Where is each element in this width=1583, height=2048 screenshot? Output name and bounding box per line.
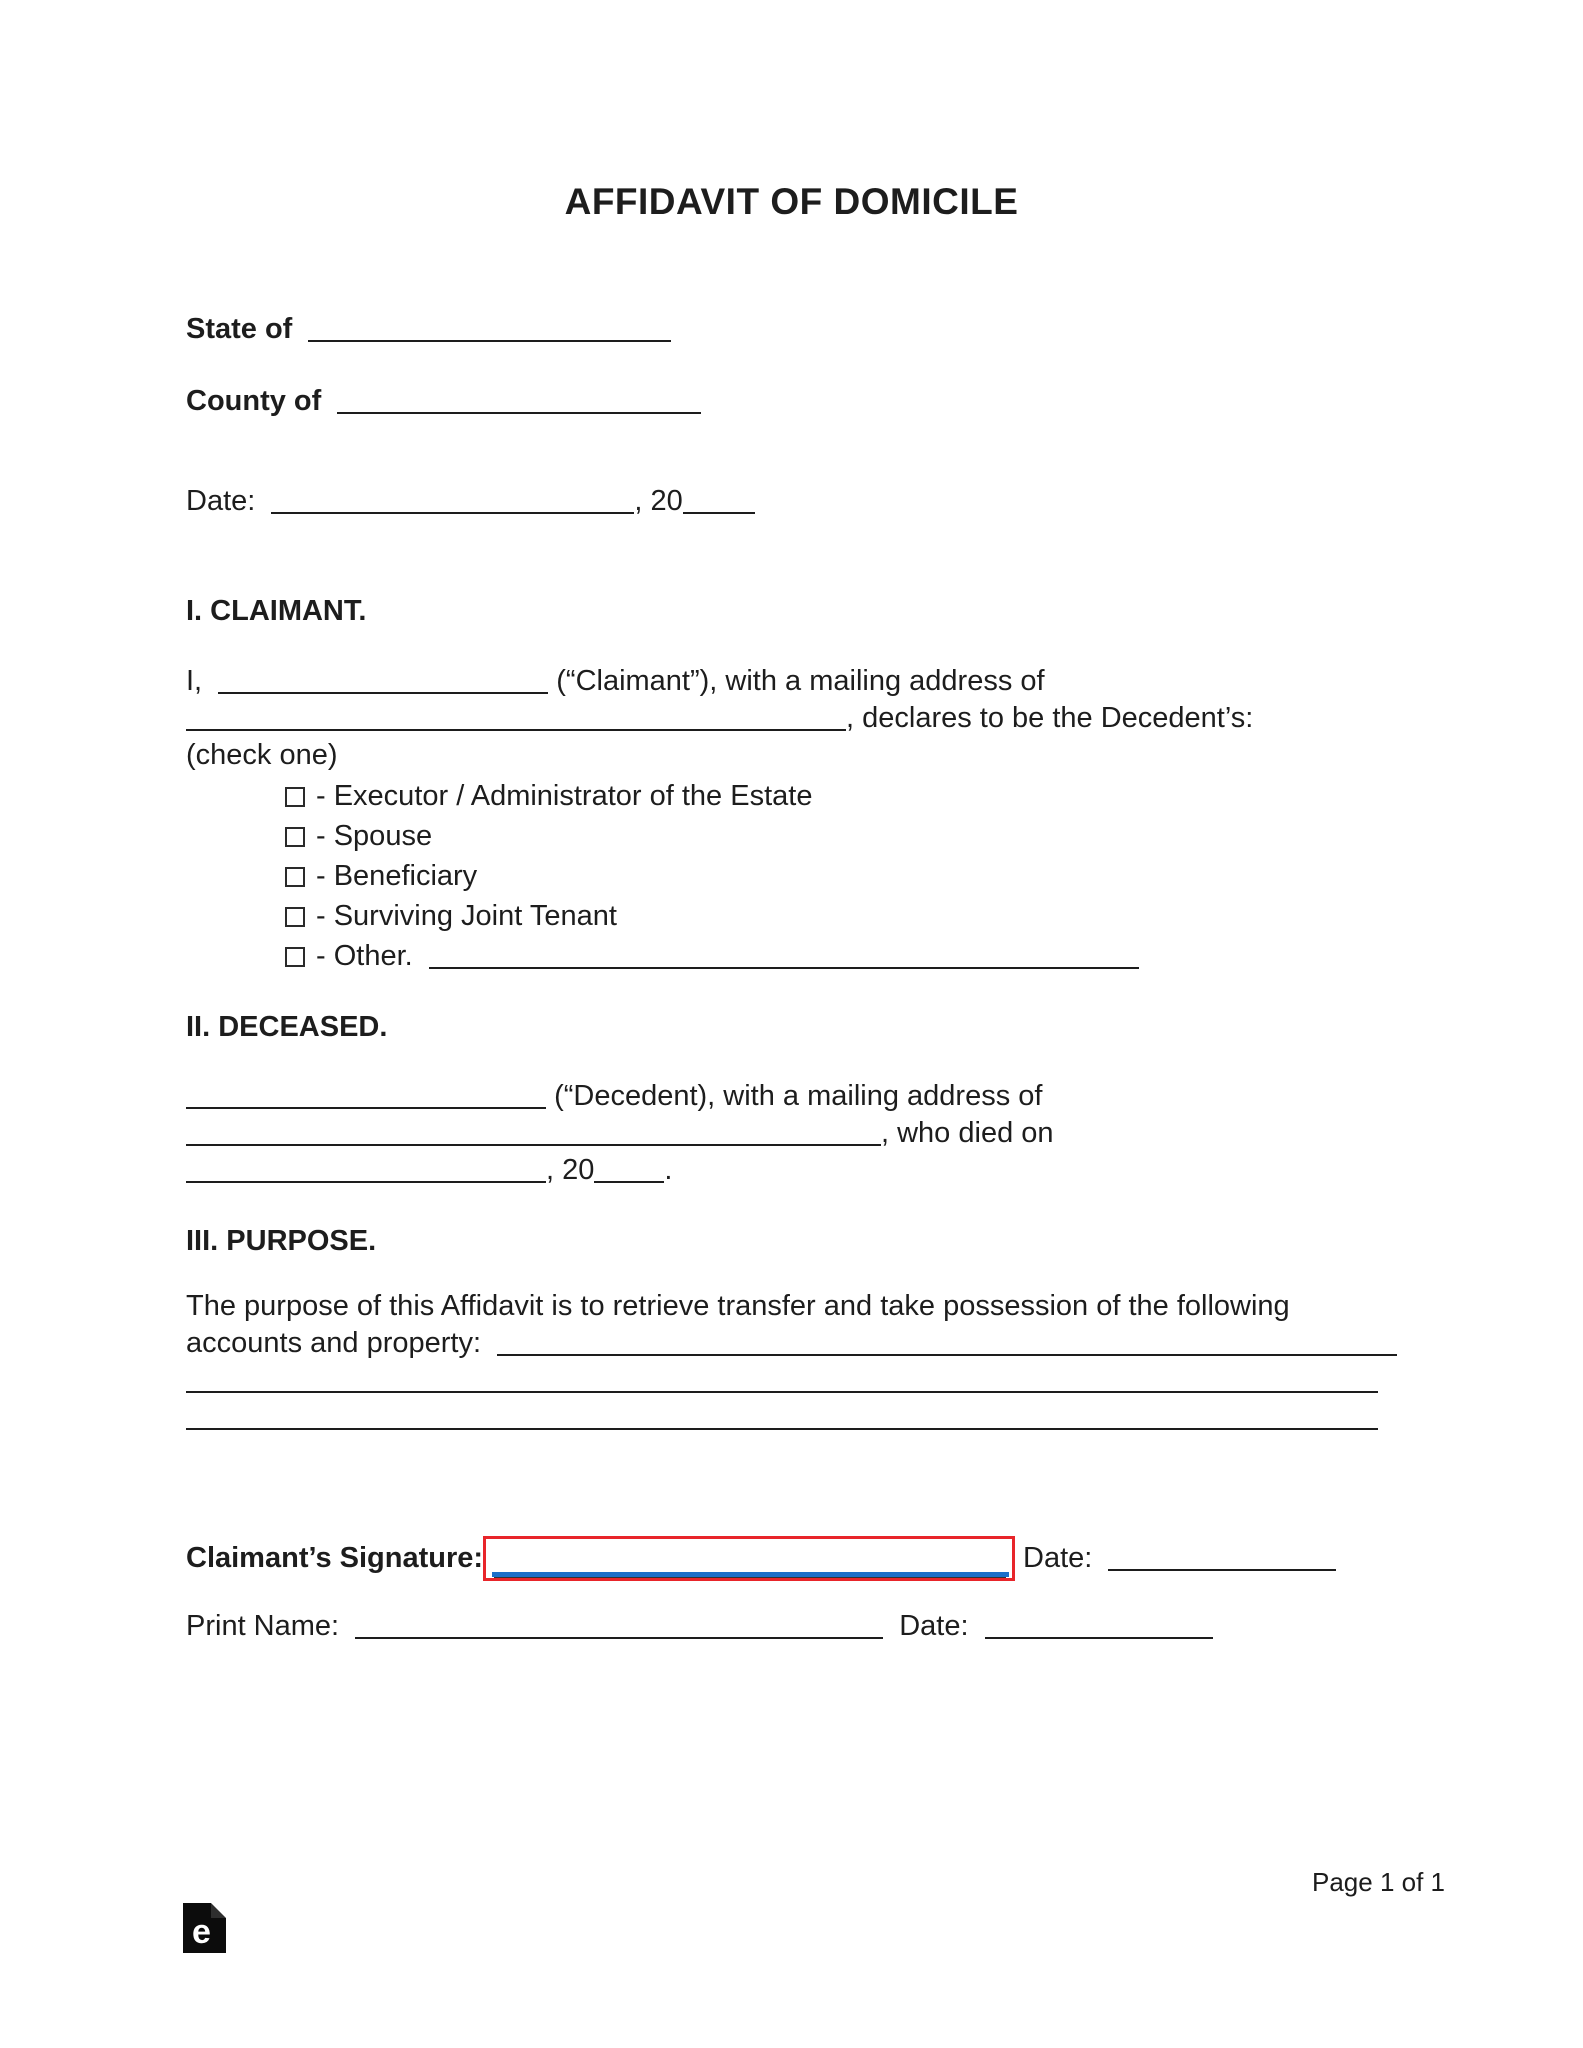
signature-date-label: Date: bbox=[1023, 1542, 1093, 1574]
purpose-body-line1: The purpose of this Affidavit is to retrieve transfer and take possession of the following bbox=[186, 1290, 1290, 1322]
claimant-address-suffix: , declares to be the Decedent’s: bbox=[846, 702, 1254, 734]
document-title: AFFIDAVIT OF DOMICILE bbox=[564, 181, 1019, 222]
state-row bbox=[186, 310, 1397, 348]
purpose-paragraph bbox=[186, 1288, 1397, 1436]
print-name-row bbox=[186, 1607, 1397, 1645]
eforms-logo-icon bbox=[183, 1903, 226, 1953]
option-other-label: - Other. bbox=[316, 940, 413, 972]
option-beneficiary bbox=[285, 856, 1397, 896]
decedent-year-prefix: , 20 bbox=[546, 1154, 595, 1186]
decedent-line1-suffix: (“Decedent), with a mailing address of bbox=[554, 1080, 1043, 1112]
purpose-heading: III. PURPOSE. bbox=[186, 1225, 377, 1257]
option-other bbox=[285, 936, 1397, 976]
option-spouse-label: - Spouse bbox=[316, 820, 433, 852]
decedent-line3-end: . bbox=[664, 1154, 673, 1186]
county-blank bbox=[337, 385, 701, 414]
decedent-death-year-blank bbox=[594, 1154, 664, 1183]
print-name-label: Print Name: bbox=[186, 1610, 340, 1642]
checkbox-beneficiary-icon bbox=[285, 867, 305, 887]
checkbox-executor-icon bbox=[285, 787, 305, 807]
date-label: Date: bbox=[186, 485, 256, 517]
option-surviving-joint-tenant bbox=[285, 896, 1397, 936]
signature-field-highlight bbox=[492, 1572, 1009, 1577]
claimant-options-list bbox=[186, 776, 1397, 976]
signature-date-blank bbox=[1108, 1542, 1336, 1571]
option-executor-label: - Executor / Administrator of the Estate bbox=[316, 780, 813, 812]
claimant-address-blank bbox=[186, 702, 846, 731]
deceased-heading: II. DECEASED. bbox=[186, 1011, 388, 1043]
option-surviving-joint-tenant-label: - Surviving Joint Tenant bbox=[316, 900, 617, 932]
claimant-signature-label: Claimant’s Signature: bbox=[186, 1542, 484, 1574]
claimant-intro-suffix: (“Claimant”), with a mailing address of bbox=[556, 665, 1045, 697]
print-name-blank bbox=[355, 1610, 883, 1639]
purpose-blank-inline bbox=[497, 1327, 1397, 1356]
purpose-body-line2-prefix: accounts and property: bbox=[186, 1327, 482, 1359]
date-blank bbox=[271, 485, 634, 514]
print-date-blank bbox=[985, 1610, 1213, 1639]
option-executor bbox=[285, 776, 1397, 816]
print-date-label: Date: bbox=[899, 1610, 969, 1642]
claimant-heading: I. CLAIMANT. bbox=[186, 595, 367, 627]
option-beneficiary-label: - Beneficiary bbox=[316, 860, 478, 892]
option-spouse bbox=[285, 816, 1397, 856]
county-label: County of bbox=[186, 385, 322, 417]
eforms-logo-letter: e bbox=[192, 1913, 211, 1951]
decedent-name-blank bbox=[186, 1080, 546, 1109]
option-other-blank bbox=[429, 940, 1139, 969]
state-label: State of bbox=[186, 313, 293, 345]
decedent-death-date-blank bbox=[186, 1154, 546, 1183]
county-row bbox=[186, 382, 1397, 420]
decedent-line2-suffix: , who died on bbox=[881, 1117, 1054, 1149]
date-row bbox=[186, 482, 1397, 520]
claimant-name-blank bbox=[218, 665, 548, 694]
state-blank bbox=[308, 313, 671, 342]
date-year-blank bbox=[683, 485, 755, 514]
purpose-blank-line2 bbox=[186, 1364, 1378, 1393]
date-year-prefix: , 20 bbox=[634, 485, 683, 517]
claimant-intro-prefix: I, bbox=[186, 665, 203, 697]
claimant-signature-row bbox=[186, 1536, 1397, 1581]
decedent-address-blank bbox=[186, 1117, 881, 1146]
page-indicator: Page 1 of 1 bbox=[1312, 1867, 1445, 1897]
claimant-signature-field[interactable] bbox=[483, 1536, 1015, 1581]
deceased-paragraph bbox=[186, 1078, 1397, 1189]
claimant-paragraph bbox=[186, 663, 1397, 774]
signature-underline bbox=[494, 1577, 1006, 1578]
checkbox-other-icon bbox=[285, 947, 305, 967]
checkbox-surviving-joint-tenant-icon bbox=[285, 907, 305, 927]
purpose-blank-line3 bbox=[186, 1401, 1378, 1430]
checkbox-spouse-icon bbox=[285, 827, 305, 847]
check-one-label: (check one) bbox=[186, 739, 338, 771]
